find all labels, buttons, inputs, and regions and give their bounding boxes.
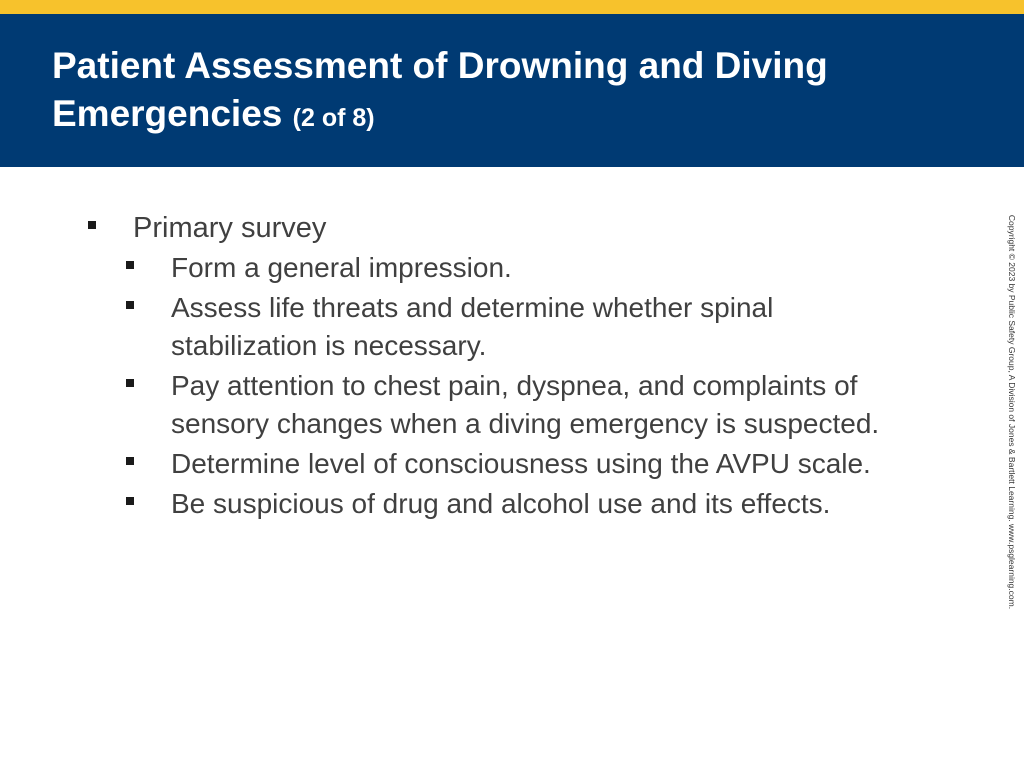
copyright-notice: Copyright © 2023 by Public Safety Group, A Division of Jones & Bartlett Learning. www.psglearning.com.	[1007, 214, 1017, 610]
square-bullet-icon	[126, 379, 134, 387]
accent-stripe	[0, 0, 1024, 14]
sub-bullet-drug-alcohol	[126, 485, 918, 523]
square-bullet-icon	[126, 301, 134, 309]
bullet-text: Primary survey	[133, 212, 327, 244]
slide-title-part: (2 of 8)	[292, 104, 375, 132]
bullet-list	[88, 209, 918, 525]
sub-bullet-text: Be suspicious of drug and alcohol use and its effects.	[171, 488, 831, 519]
sub-bullet-text: Pay attention to chest pain, dyspnea, and complaints of sensory changes when a diving emergency is suspected.	[171, 370, 880, 439]
slide-title-main: Patient Assessment of Drowning and Diving Emergencies	[52, 45, 828, 134]
square-bullet-icon	[126, 497, 134, 505]
square-bullet-icon	[126, 457, 134, 465]
slide-title	[52, 42, 992, 142]
sub-bullet-text: Form a general impression.	[171, 252, 512, 283]
sub-bullet-general-impression	[126, 249, 918, 287]
sub-bullet-text: Assess life threats and determine whether spinal stabilization is necessary.	[171, 292, 774, 361]
sub-bullet-text: Determine level of consciousness using the AVPU scale.	[171, 448, 871, 479]
sub-bullet-chest-pain	[126, 367, 918, 443]
sub-bullet-life-threats	[126, 289, 918, 365]
square-bullet-icon	[126, 261, 134, 269]
square-bullet-icon	[88, 221, 96, 229]
sub-bullet-avpu	[126, 445, 918, 483]
bullet-primary-survey	[88, 209, 918, 247]
